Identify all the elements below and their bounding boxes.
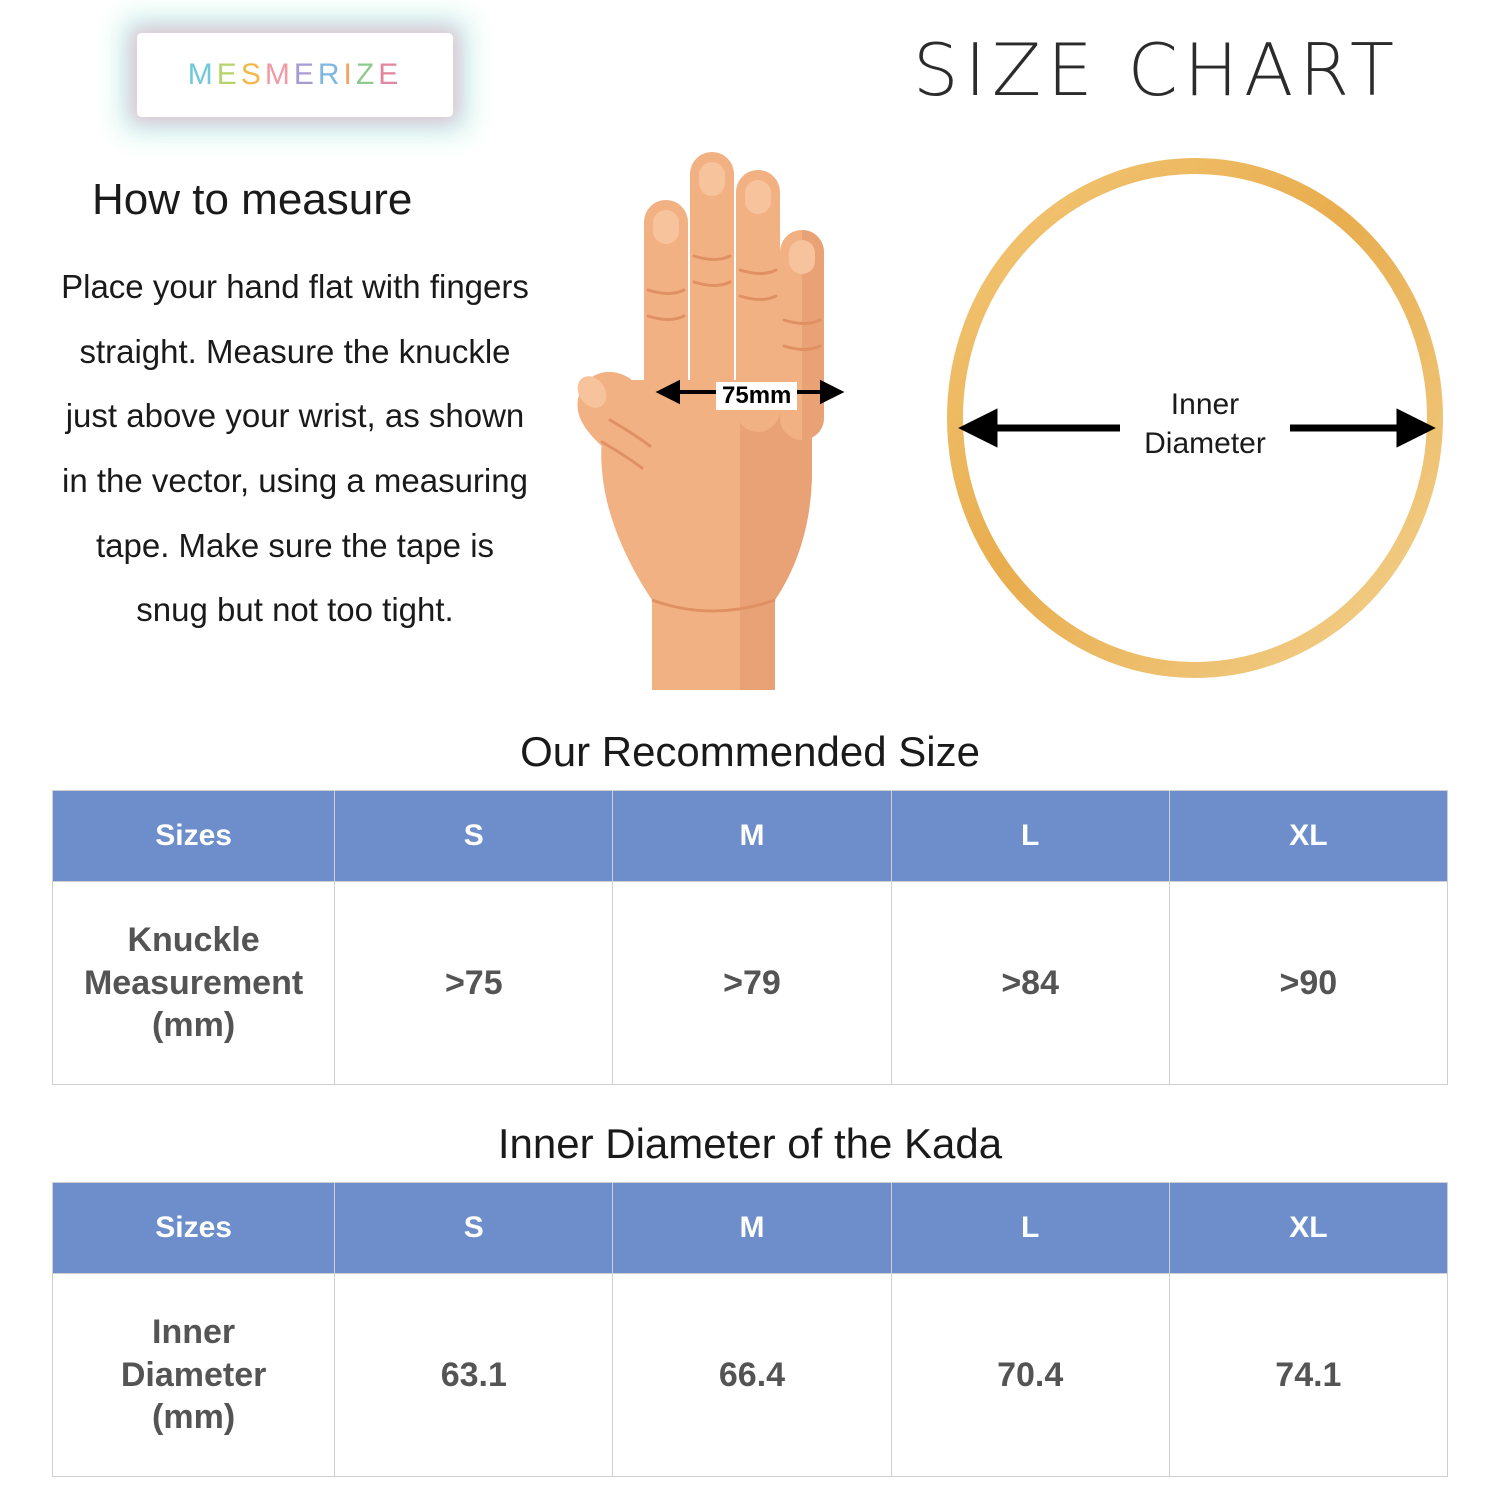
row-label-line: (mm) <box>152 1398 236 1437</box>
table-row <box>53 882 1448 1085</box>
hand-icon <box>540 130 870 700</box>
hand-diagram <box>540 130 870 700</box>
row-label-line: (mm) <box>152 1006 236 1045</box>
table-header-row <box>53 791 1448 882</box>
table-cell: 63.1 <box>335 1274 613 1477</box>
table-header-cell: S <box>335 791 613 882</box>
kada-diameter-table <box>52 1182 1448 1477</box>
table-header-row <box>53 1183 1448 1274</box>
row-label-line: Measurement <box>83 963 304 1002</box>
brand-logo <box>140 36 450 114</box>
table-cell: 66.4 <box>613 1274 891 1477</box>
table-cell: 74.1 <box>1169 1274 1447 1477</box>
kada-diameter-title: Inner Diameter of the Kada <box>497 1120 1003 1167</box>
table-header-cell: L <box>891 1183 1169 1274</box>
table-header-cell: S <box>335 1183 613 1274</box>
table-cell: >79 <box>613 882 891 1085</box>
how-to-measure-title: How to measure <box>92 175 413 224</box>
how-to-measure-body: Place your hand flat with fingers straight. Measure the knuckle just above your wrist, as shown in the vector, using a measuring tape. Make sure the tape is snug but not too tight. <box>61 268 529 629</box>
table-header-cell: Sizes <box>53 791 335 882</box>
page-title: SIZE CHART <box>912 28 1400 112</box>
row-label-line: Inner <box>152 1313 236 1352</box>
recommended-size-title: Our Recommended Size <box>520 728 980 775</box>
table-row-label <box>53 882 335 1085</box>
table-cell: >90 <box>1169 882 1447 1085</box>
table-cell: 70.4 <box>891 1274 1169 1477</box>
hand-measure-label: 75mm <box>716 382 797 410</box>
recommended-size-table <box>52 790 1448 1085</box>
brand-logo-text: MESMERIZE <box>187 58 403 91</box>
inner-diameter-label-line2: Diameter <box>1144 427 1266 460</box>
table-header-cell: M <box>613 791 891 882</box>
table-cell: >75 <box>335 882 613 1085</box>
table-row-label <box>53 1274 335 1477</box>
row-label-line: Diameter <box>120 1355 267 1394</box>
table-header-cell: Sizes <box>53 1183 335 1274</box>
table-header-cell: L <box>891 791 1169 882</box>
row-label-line: Knuckle <box>127 921 260 960</box>
table-row <box>53 1274 1448 1477</box>
table-header-cell: XL <box>1169 791 1447 882</box>
table-header-cell: M <box>613 1183 891 1274</box>
table-cell: >84 <box>891 882 1169 1085</box>
inner-diameter-label-line1: Inner <box>1170 388 1240 421</box>
table-header-cell: XL <box>1169 1183 1447 1274</box>
inner-diameter-label <box>1120 385 1290 463</box>
